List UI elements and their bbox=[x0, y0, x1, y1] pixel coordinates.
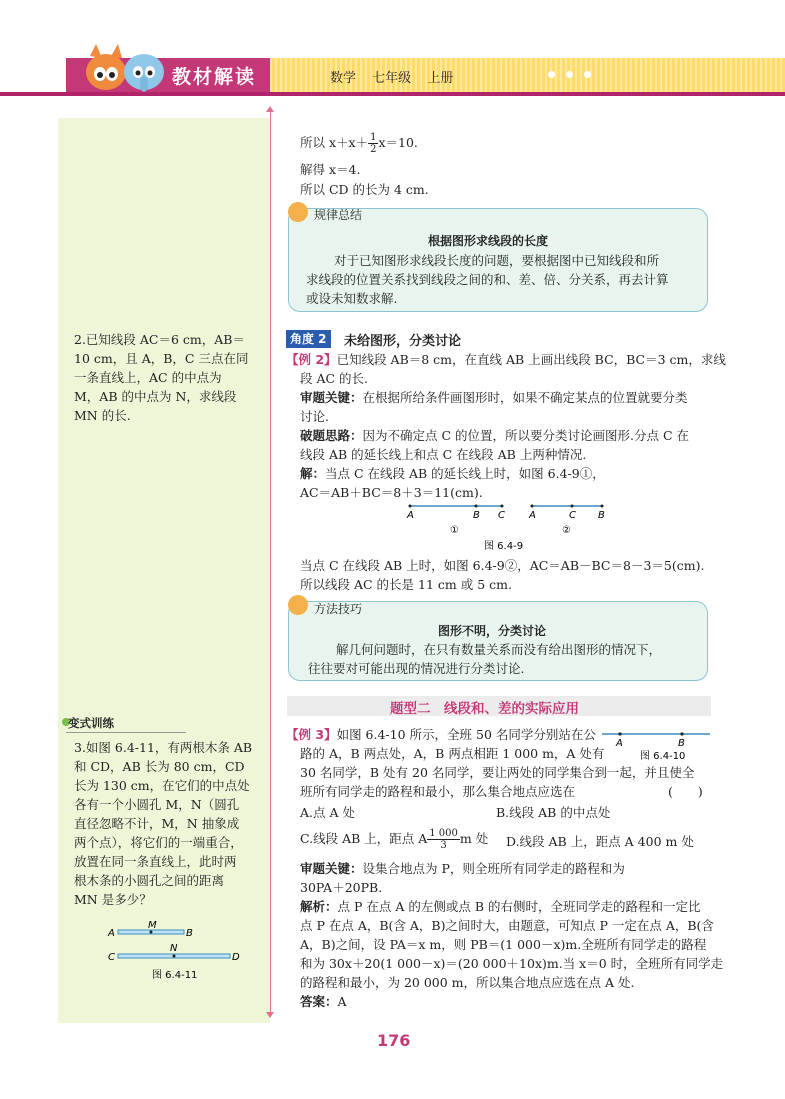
example-3-line: 路的 A，B 两点处，A，B 两点相距 1 000 m，A 处有 bbox=[300, 746, 605, 761]
example-tag: 【例 2】 bbox=[286, 352, 337, 367]
text-run: 所以 x＋x＋ bbox=[300, 135, 369, 150]
method-label: 方法技巧 bbox=[314, 602, 363, 616]
header-subject: 数学 bbox=[330, 71, 357, 86]
side-question-2 bbox=[74, 330, 264, 425]
text-line: 各有一个小圆孔 M，N（圆孔 bbox=[74, 797, 240, 812]
analysis-line: 和为 30x＋20(1 000－x)＝(20 000＋10x)m.当 x＝0 时，全班所有同学走 bbox=[300, 956, 724, 971]
fraction-denominator: 3 bbox=[440, 840, 447, 851]
fox-mascot-icon bbox=[288, 595, 308, 615]
analysis-line: 的路程和最小，为 20 000 m，所以集合地点应选在点 A 处. bbox=[300, 975, 635, 990]
fig-label-D: D bbox=[232, 952, 240, 963]
example-3-line: 班所有同学走的路程和最小，那么集合地点应选在 bbox=[300, 784, 576, 799]
text-run: 设集合地点为 P，则全班所有同学走的路程和为 bbox=[362, 861, 625, 876]
fraction bbox=[427, 828, 460, 851]
fig-label-B: B bbox=[186, 928, 193, 939]
method-line: 往往要对可能出现的情况进行分类讨论. bbox=[308, 661, 525, 676]
fraction-numerator: 1 bbox=[370, 132, 377, 143]
text-line: 10 cm，且 A，B，C 三点在同 bbox=[74, 351, 249, 366]
fraction-numerator: 1 000 bbox=[429, 828, 458, 839]
summary-label: 规律总结 bbox=[314, 208, 363, 222]
solution-line: 所以 CD 的长为 4 cm. bbox=[300, 182, 429, 197]
figure-6-4-10 bbox=[600, 728, 714, 764]
answer-value: A bbox=[337, 994, 347, 1009]
header-dot-icon bbox=[548, 71, 555, 78]
analysis-label: 解析： bbox=[300, 899, 338, 914]
key-label: 审题关键： bbox=[300, 861, 363, 876]
idea-label: 破题思路： bbox=[300, 428, 363, 443]
variant-training-badge: 变式训练 bbox=[68, 716, 114, 730]
text-run: 当点 C 在线段 AB 的延长线上时，如图 6.4-9①， bbox=[325, 466, 605, 481]
mascot-icon bbox=[80, 42, 168, 94]
summary-line: 对于已知图形求线段长度的问题，要根据图中已知线段和所 bbox=[334, 253, 660, 268]
header-dot-icon bbox=[584, 71, 591, 78]
example-tag: 【例 3】 bbox=[286, 727, 337, 742]
fig-label-N: N bbox=[170, 943, 178, 954]
solution-line: 解得 x＝4. bbox=[300, 162, 361, 177]
key-line bbox=[300, 859, 625, 878]
divider-arrow-down-icon bbox=[266, 1012, 274, 1018]
example-2-line bbox=[286, 350, 726, 369]
key-line bbox=[300, 388, 688, 407]
answer-paren: ( ) bbox=[668, 784, 703, 799]
text-line: 一条直线上，AC 的中点为 bbox=[74, 370, 222, 385]
text-line: MN 的长. bbox=[74, 408, 131, 423]
text-line: 根木条的小圆孔之间的距离 bbox=[74, 873, 225, 888]
text-run: 已知线段 AB＝8 cm，在直线 AB 上画出线段 BC，BC＝3 cm，求线 bbox=[336, 352, 726, 367]
divider-arrow-up-icon bbox=[266, 106, 274, 112]
text-run: 点 P 在点 A 的左侧或点 B 的右侧时，全班同学走的路程和一定比 bbox=[337, 899, 701, 914]
analysis-line bbox=[300, 897, 700, 916]
idea-line: 线段 AB 的延长线上和点 C 在线段 AB 上两种情况. bbox=[300, 447, 587, 462]
text-line: 和 CD，AB 长为 80 cm，CD bbox=[74, 759, 245, 774]
key-line: 30PA＋20PB. bbox=[300, 880, 383, 895]
fig-label: B bbox=[473, 510, 480, 521]
page-number: 176 bbox=[377, 1031, 411, 1050]
summary-title: 根据图形求线段的长度 bbox=[428, 234, 549, 248]
text-line: M，AB 的中点为 N，求线段 bbox=[74, 389, 237, 404]
fraction bbox=[368, 132, 378, 155]
fig-caption: 图 6.4-11 bbox=[152, 970, 198, 981]
fox-mascot-icon bbox=[288, 202, 308, 222]
fig-label: B bbox=[598, 510, 605, 521]
summary-line: 求线段的位置关系找到线段之间的和、差、倍、分关系，再去计算 bbox=[306, 272, 669, 287]
text-line: 直径忽略不计，M，N 抽象成 bbox=[74, 816, 240, 831]
fraction-denominator: 2 bbox=[370, 144, 377, 155]
key-label: 审题关键： bbox=[300, 390, 363, 405]
fig-label-M: M bbox=[148, 920, 157, 931]
header-dot-icon bbox=[566, 71, 573, 78]
fig-label: A bbox=[529, 510, 536, 521]
figure-6-4-11 bbox=[104, 918, 244, 988]
fig-number: ① bbox=[450, 525, 459, 536]
method-line: 解几何问题时，在只有数量关系而没有给出图形的情况下， bbox=[336, 642, 662, 657]
solution-line: 当点 C 在线段 AB 上时，如图 6.4-9②，AC＝AB－BC＝8－3＝5(cm). bbox=[300, 558, 705, 573]
fig-caption: 图 6.4-10 bbox=[640, 751, 686, 762]
fig-number: ② bbox=[562, 525, 571, 536]
method-title: 图形不明，分类讨论 bbox=[438, 624, 547, 638]
solution-line bbox=[300, 132, 418, 155]
text-run: 因为不确定点 C 的位置，所以要分类讨论画图形.分点 C 在 bbox=[362, 428, 690, 443]
fig-label: A bbox=[407, 510, 414, 521]
answer-line bbox=[300, 992, 347, 1011]
answer-label: 答案： bbox=[300, 994, 338, 1009]
text-line: 2.已知线段 AC＝6 cm，AB＝ bbox=[74, 332, 245, 347]
header-subtitle bbox=[330, 67, 465, 86]
text-run: 如图 6.4-10 所示，全班 50 名同学分别站在公 bbox=[336, 727, 596, 742]
solution-line bbox=[300, 464, 605, 483]
text-line: 3.如图 6.4-11，有两根木条 AB bbox=[74, 740, 253, 755]
header-grade: 七年级 bbox=[372, 71, 412, 86]
option-d: D.线段 AB 上，距点 A 400 m 处 bbox=[506, 834, 694, 849]
solution-line: AC＝AB＋BC＝8＋3＝11(cm). bbox=[300, 485, 483, 500]
example-3-line: 30 名同学，B 处有 20 名同学，要让两处的同学集合到一起，并且使全 bbox=[300, 765, 695, 780]
solution-line: 所以线段 AC 的长是 11 cm 或 5 cm. bbox=[300, 577, 512, 592]
header-volume: 上册 bbox=[427, 71, 454, 86]
text-run: 在根据所给条件画图形时，如果不确定某点的位置就要分类 bbox=[362, 390, 688, 405]
option-c bbox=[300, 828, 488, 851]
option-a: A.点 A 处 bbox=[300, 805, 355, 820]
analysis-line: A，B)之间，设 PA＝x m，则 PB＝(1 000－x)m.全班所有同学走的路程 bbox=[300, 937, 707, 952]
section-title: 题型二 线段和、差的实际应用 bbox=[390, 701, 579, 717]
fig-caption: 图 6.4-9 bbox=[484, 541, 524, 552]
summary-line: 或设未知数求解. bbox=[306, 291, 398, 306]
solution-label: 解： bbox=[300, 466, 326, 481]
fig-label-B: B bbox=[678, 738, 685, 749]
figure-6-4-9 bbox=[398, 500, 612, 552]
analysis-line: 点 P 在点 A，B(含 A，B)之间时大，由题意，可知点 P 一定在点 A，B(含 bbox=[300, 918, 714, 933]
badge-underline bbox=[66, 732, 186, 733]
text-run: m 处 bbox=[459, 831, 489, 846]
fig-label: C bbox=[569, 510, 576, 521]
text-run: x＝10. bbox=[378, 135, 418, 150]
fig-label-A: A bbox=[108, 928, 115, 939]
example-3-line bbox=[286, 725, 596, 744]
option-b: B.线段 AB 的中点处 bbox=[496, 805, 611, 820]
angle-tag: 角度 2 bbox=[286, 330, 331, 348]
header-title: 教材解读 bbox=[172, 66, 257, 88]
text-line: 放置在同一条直线上，此时两 bbox=[74, 854, 237, 869]
fig-label-C: C bbox=[108, 952, 115, 963]
fig-label: C bbox=[498, 510, 505, 521]
angle-title: 未给图形，分类讨论 bbox=[344, 334, 462, 349]
text-line: 两个点），将它们的一端重合， bbox=[74, 835, 243, 850]
example-2-line: 段 AC 的长. bbox=[300, 371, 369, 386]
column-divider bbox=[270, 112, 271, 1012]
fig-label-A: A bbox=[616, 738, 623, 749]
key-line: 讨论. bbox=[300, 409, 329, 424]
text-run: C.线段 AB 上，距点 A bbox=[300, 831, 428, 846]
text-line: MN 是多少？ bbox=[74, 892, 152, 907]
idea-line bbox=[300, 426, 689, 445]
text-line: 长为 130 cm，在它们的中点处 bbox=[74, 778, 250, 793]
side-question-3 bbox=[74, 738, 264, 909]
